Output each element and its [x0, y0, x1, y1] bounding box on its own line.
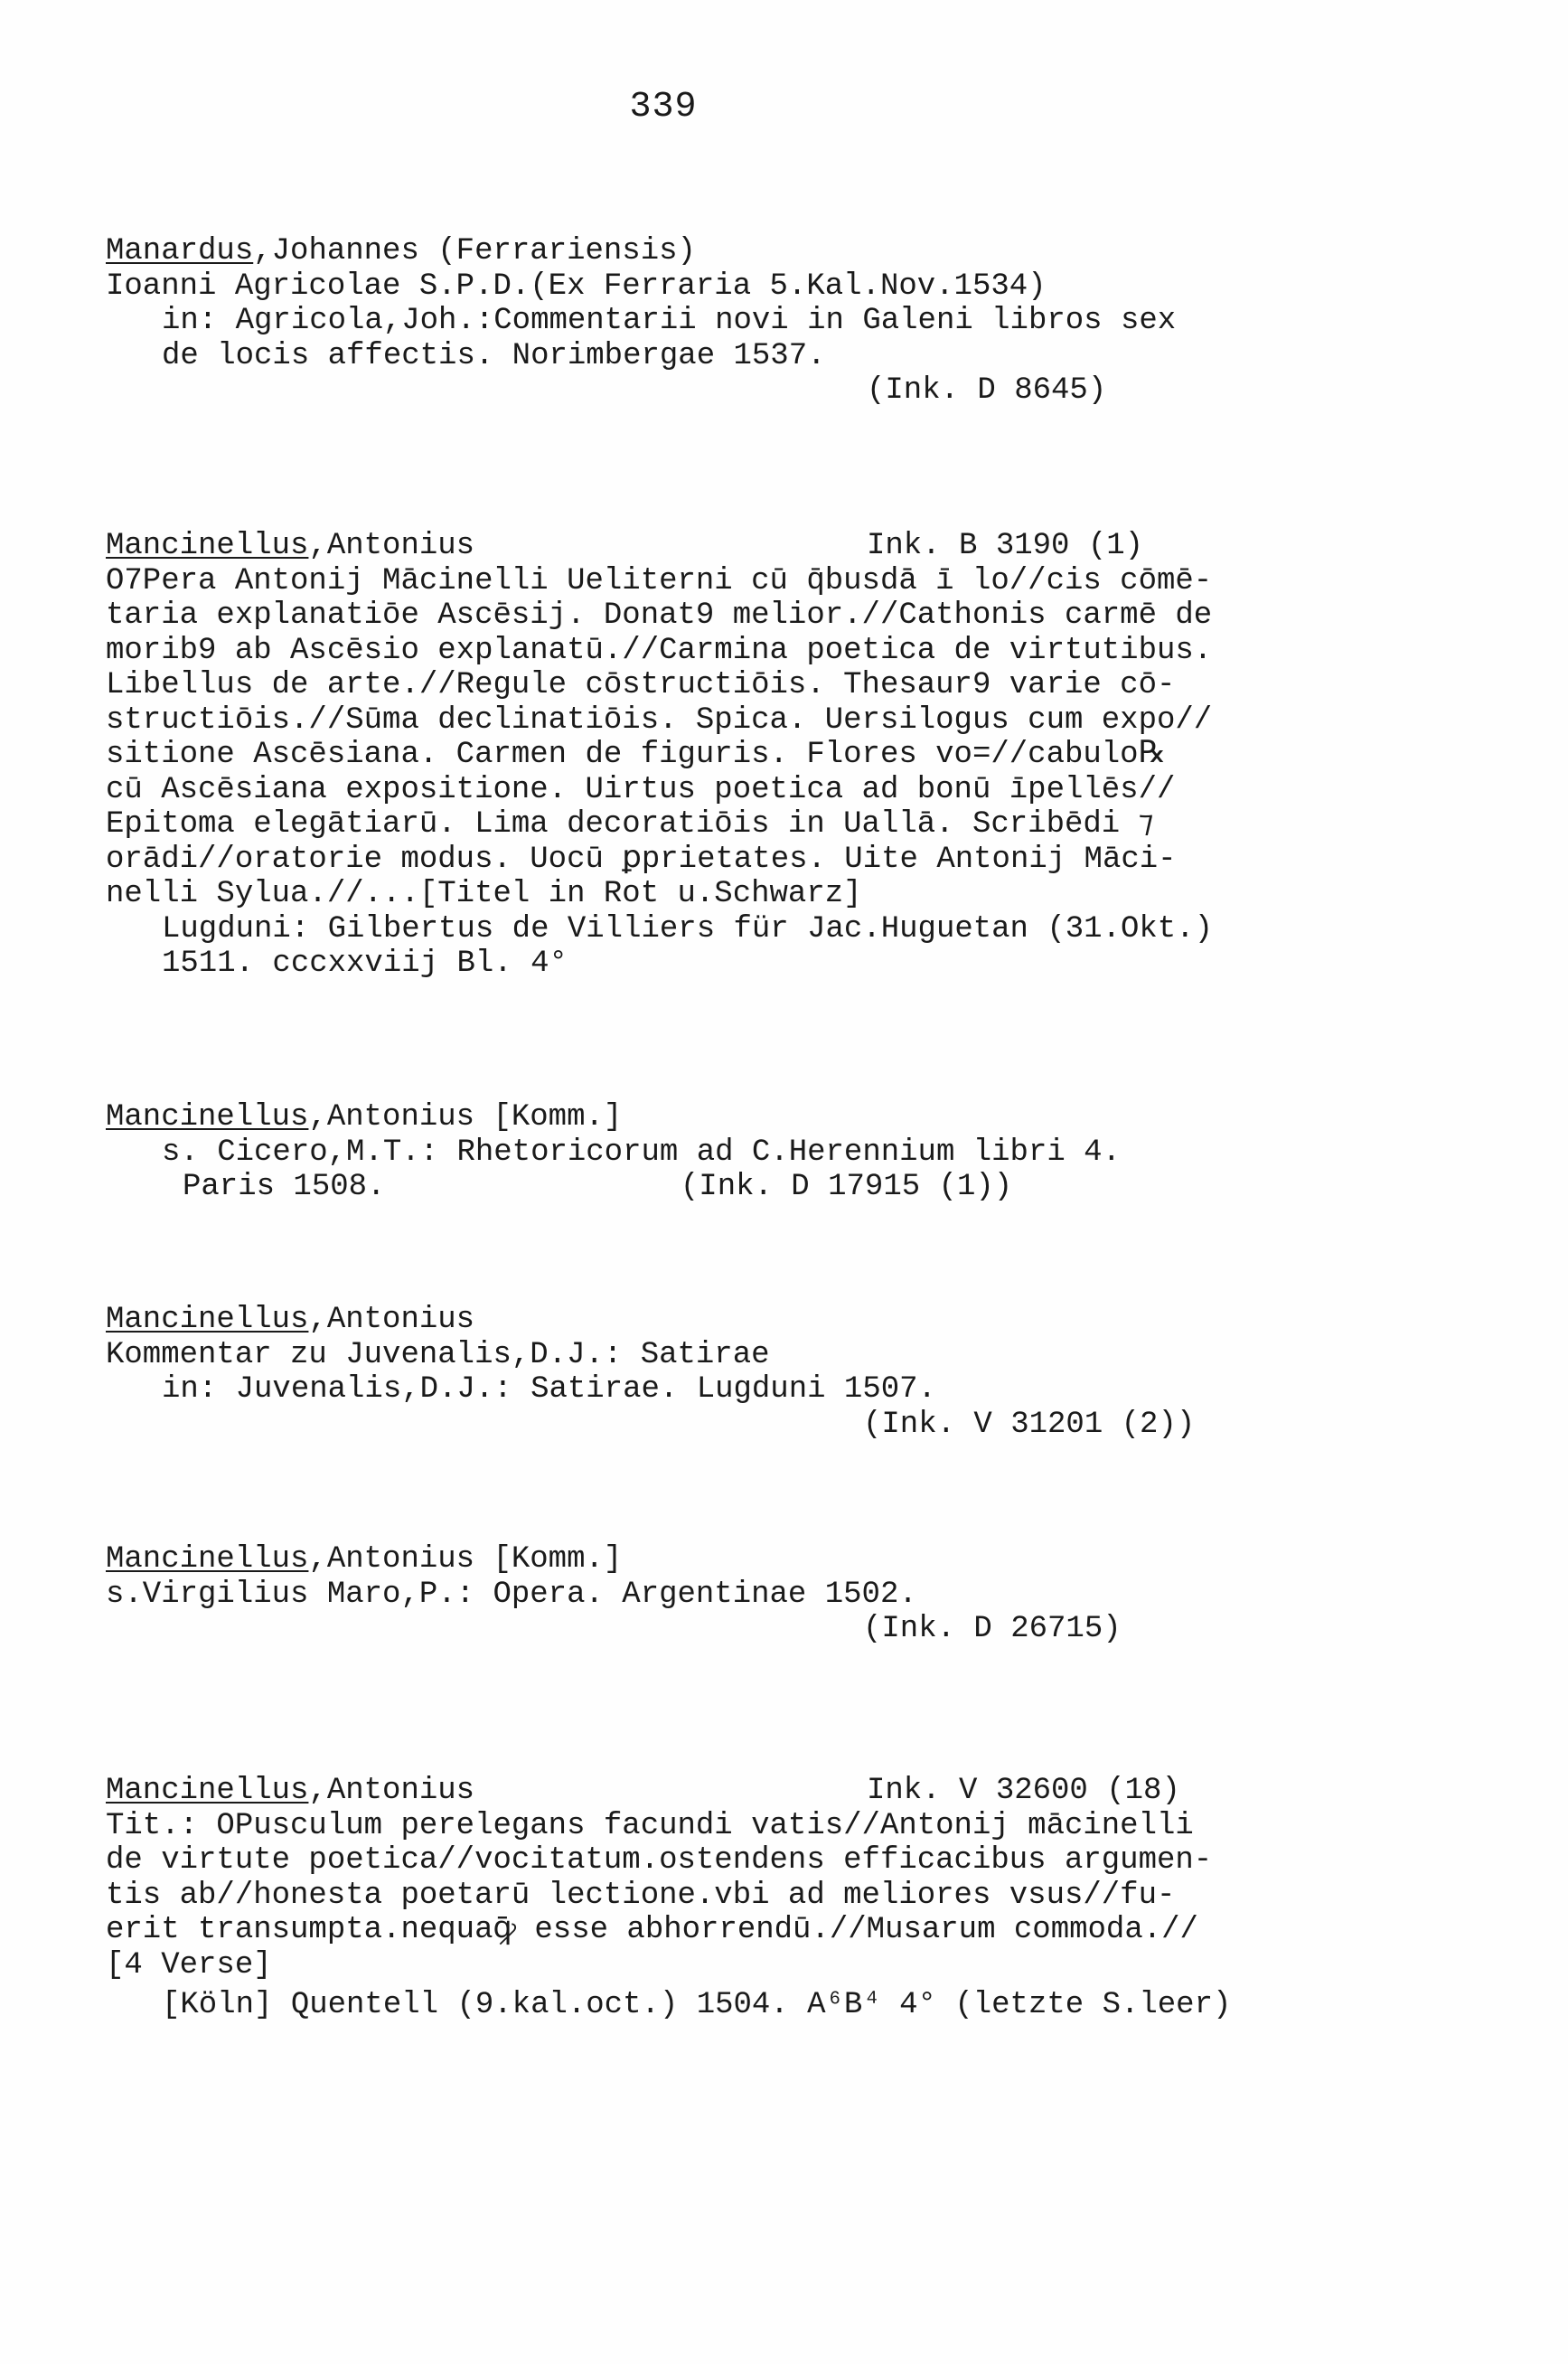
- entry-author-rest: ,Johannes (Ferrariensis): [253, 234, 696, 268]
- entry-line: [4 Verse]: [106, 1947, 272, 1983]
- catalog-entry: [106, 1303, 1281, 1442]
- entry-line: Tit.: OPusculum perelegans facundi vatis//Antonij mācinelli: [106, 1808, 1194, 1843]
- entry-line: Kommentar zu Juvenalis,D.J.: Satirae: [106, 1337, 770, 1372]
- entry-line: nelli Sylua.//...[Titel in Rot u.Schwarz]: [106, 877, 862, 911]
- entry-ink-line: [106, 373, 1281, 409]
- entry-author: Manardus: [106, 234, 254, 268]
- entry-line: tis ab//honesta poetarū lectione.vbi ad meliores vsus//fu-: [106, 1878, 1176, 1913]
- page-number: 339: [629, 87, 698, 127]
- catalog-entry: [106, 529, 1281, 982]
- entry-line: s. Cicero,M.T.: Rhetoricorum ad C.Herennium libri 4.: [162, 1135, 1121, 1170]
- entry-heading-line: [106, 1542, 1281, 1578]
- entry-author: Mancinellus: [106, 1303, 309, 1337]
- entry-author-rest: ,Antonius [Komm.]: [308, 1542, 623, 1577]
- entry-line: erit transumpta.nequaꝙ̄ esse abhorrendū.//Musarum commoda.//: [106, 1913, 1198, 1947]
- entry-line: Epitoma elegātiarū. Lima decoratiōis in Uallā. Scribēdi ⁊: [106, 807, 1154, 842]
- entry-line: Ioanni Agricolae S.P.D.(Ex Ferraria 5.Kal.Nov.1534): [106, 268, 1047, 304]
- entry-author-rest: ,Antonius: [308, 1303, 475, 1337]
- entry-line: morib9 ab Ascēsio explanatū.//Carmina poetica de virtutibus.: [106, 633, 1213, 668]
- entry-line: orādi//oratorie modus. Uocū ꝑprietates. Uite Antonij Māci-: [106, 842, 1177, 877]
- entry-line: Paris 1508. (Ink. D 17915 (1)): [183, 1170, 1013, 1204]
- entry-ink-line: [106, 1612, 1281, 1647]
- entry-heading-line: [106, 234, 1281, 269]
- entry-line: cū Ascēsiana expositione. Uirtus poetica ad bonū īpellēs//: [106, 772, 1176, 807]
- ink-reference: Ink. V 32600 (18): [867, 1774, 1180, 1808]
- entry-line: [Köln] Quentell (9.kal.oct.) 1504. A⁶B⁴ 4° (letzte S.leer): [162, 1988, 1232, 2022]
- entry-author: Mancinellus: [106, 1542, 309, 1577]
- ink-reference: Ink. B 3190 (1): [867, 529, 1144, 563]
- entry-line: de locis affectis. Norimbergae 1537.: [162, 338, 826, 373]
- entry-author-rest: ,Antonius: [308, 1774, 475, 1808]
- entry-line: O7Pera Antonij Mācinelli Ueliterni cū q̄busdā ī lo//cis cōmē-: [106, 563, 1213, 598]
- catalog-entry: [106, 1542, 1281, 1647]
- entry-heading-line: [106, 1303, 1281, 1338]
- entry-author: Mancinellus: [106, 529, 309, 563]
- entry-line: 1511. cccxxviij Bl. 4°: [162, 947, 568, 981]
- entry-line: structiōis.//Sūma declinatiōis. Spica. Uersilogus cum expo//: [106, 702, 1213, 738]
- entry-line: Libellus de arte.//Regule cōstructiōis. Thesaur9 varie cō-: [106, 668, 1176, 702]
- entry-heading-line: [106, 1100, 1281, 1135]
- entry-heading-line: [106, 529, 1281, 564]
- entry-line: in: Agricola,Joh.:Commentarii novi in Galeni libros sex: [162, 304, 1177, 338]
- entry-ink-line: [106, 1408, 1281, 1443]
- entry-line: sitione Ascēsiana. Carmen de figuris. Flores vo=//cabulo℞: [106, 738, 1167, 772]
- entry-author: Mancinellus: [106, 1774, 309, 1808]
- entry-line: in: Juvenalis,D.J.: Satirae. Lugduni 1507.: [162, 1372, 936, 1407]
- entry-author: Mancinellus: [106, 1100, 309, 1135]
- ink-reference: (Ink. D 26715): [863, 1612, 1122, 1646]
- entry-author-rest: ,Antonius [Komm.]: [308, 1100, 623, 1135]
- entry-line: s.Virgilius Maro,P.: Opera. Argentinae 1502.: [106, 1577, 917, 1612]
- ink-reference: (Ink. V 31201 (2)): [863, 1407, 1196, 1442]
- catalog-entry: [106, 1100, 1281, 1205]
- entry-author-rest: ,Antonius: [308, 529, 475, 563]
- entry-line: taria explanatiōe Ascēsij. Donat9 melior.//Cathonis carmē de: [106, 598, 1213, 633]
- ink-reference: (Ink. D 8645): [867, 373, 1107, 408]
- entry-heading-line: [106, 1774, 1281, 1809]
- catalog-entry: [106, 1774, 1281, 2023]
- entry-line: de virtute poetica//vocitatum.ostendens efficacibus argumen-: [106, 1843, 1213, 1878]
- entry-line: Lugduni: Gilbertus de Villiers für Jac.Huguetan (31.Okt.): [162, 911, 1213, 947]
- catalog-entry: [106, 234, 1281, 409]
